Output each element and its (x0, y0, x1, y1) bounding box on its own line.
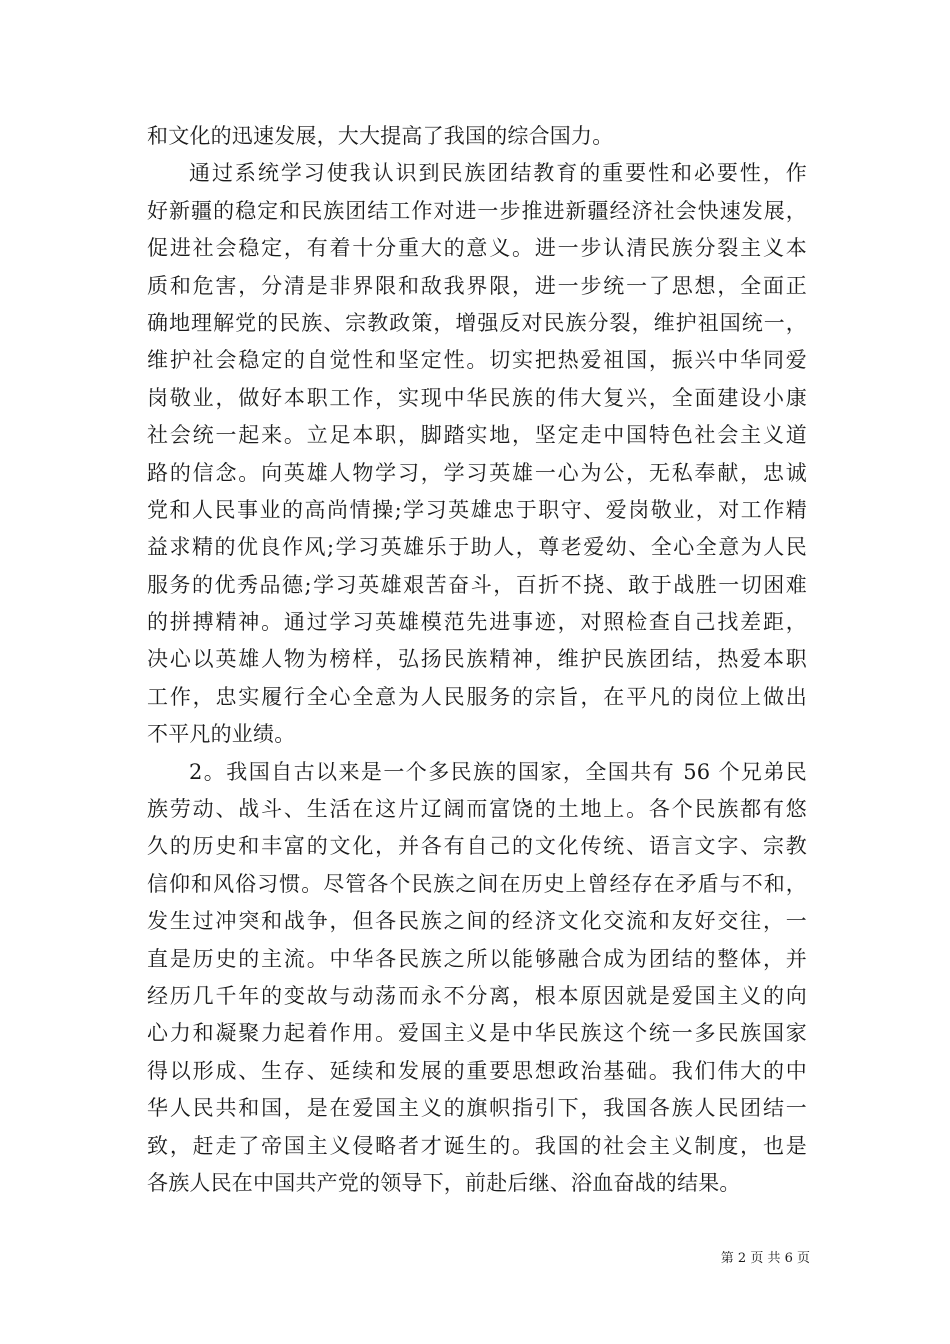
text-line: 服务的优秀品德;学习英雄艰苦奋斗，百折不挠、敢于战胜一切困难 (147, 572, 807, 597)
text-line: 和文化的迅速发展，大大提高了我国的综合国力。 (147, 124, 614, 148)
text-line: 好新疆的稳定和民族团结工作对进一步推进新疆经济社会快速发展， (147, 198, 807, 223)
text-line: 致，赶走了帝国主义侵略者才诞生的。我国的社会主义制度，也是 (147, 1133, 807, 1158)
text-line: 岗敬业，做好本职工作，实现中华民族的伟大复兴，全面建设小康 (147, 385, 807, 410)
paragraph (147, 754, 807, 1203)
text-line: 社会统一起来。立足本职，脚踏实地，坚定走中国特色社会主义道 (147, 423, 807, 448)
text-line: 信仰和风俗习惯。尽管各个民族之间在历史上曾经存在矛盾与不和， (147, 871, 807, 896)
text-line: 通过系统学习使我认识到民族团结教育的重要性和必要性，作 (189, 161, 807, 186)
document-body (147, 118, 807, 1202)
text-line: 发生过冲突和战争，但各民族之间的经济文化交流和友好交往，一 (147, 909, 807, 934)
text-line: 得以形成、生存、延续和发展的重要思想政治基础。我们伟大的中 (147, 1058, 807, 1083)
text-line: 确地理解党的民族、宗教政策，增强反对民族分裂，维护祖国统一， (147, 310, 807, 335)
paragraph (147, 155, 807, 753)
text-line: 直是历史的主流。中华各民族之所以能够融合成为团结的整体，并 (147, 946, 807, 971)
text-line: 决心以英雄人物为榜样，弘扬民族精神，维护民族团结，热爱本职 (147, 647, 807, 672)
text-line: 经历几千年的变故与动荡而永不分离，根本原因就是爱国主义的向 (147, 983, 807, 1008)
text-line: 工作，忠实履行全心全意为人民服务的宗旨，在平凡的岗位上做出 (147, 684, 807, 709)
text-line: 2。我国自古以来是一个多民族的国家，全国共有 56 个兄弟民 (189, 759, 807, 784)
text-line: 族劳动、战斗、生活在这片辽阔而富饶的土地上。各个民族都有悠 (147, 797, 807, 822)
text-line: 质和危害，分清是非界限和敌我界限，进一步统一了思想，全面正 (147, 273, 807, 298)
text-line: 的拼搏精神。通过学习英雄模范先进事迹，对照检查自己找差距， (147, 610, 807, 635)
text-line: 党和人民事业的高尚情操;学习英雄忠于职守、爱岗敬业，对工作精 (147, 497, 807, 522)
text-line: 不平凡的业绩。 (147, 722, 296, 747)
text-line: 益求精的优良作风;学习英雄乐于助人，尊老爱幼、全心全意为人民 (147, 535, 807, 560)
text-line: 心力和凝聚力起着作用。爱国主义是中华民族这个统一多民族国家 (147, 1021, 807, 1046)
text-line: 维护社会稳定的自觉性和坚定性。切实把热爱祖国，振兴中华同爱 (147, 348, 807, 373)
paragraph (147, 118, 807, 155)
text-line: 路的信念。向英雄人物学习，学习英雄一心为公，无私奉献，忠诚 (147, 460, 807, 485)
text-line: 久的历史和丰富的文化，并各有自己的文化传统、语言文字、宗教 (147, 834, 807, 859)
text-line: 促进社会稳定，有着十分重大的意义。进一步认清民族分裂主义本 (147, 236, 807, 261)
text-line: 华人民共和国，是在爱国主义的旗帜指引下，我国各族人民团结一 (147, 1096, 807, 1121)
text-line: 各族人民在中国共产党的领导下，前赴后继、浴血奋战的结果。 (147, 1170, 741, 1195)
page-number: 第 2 页 共 6 页 (720, 1251, 810, 1266)
